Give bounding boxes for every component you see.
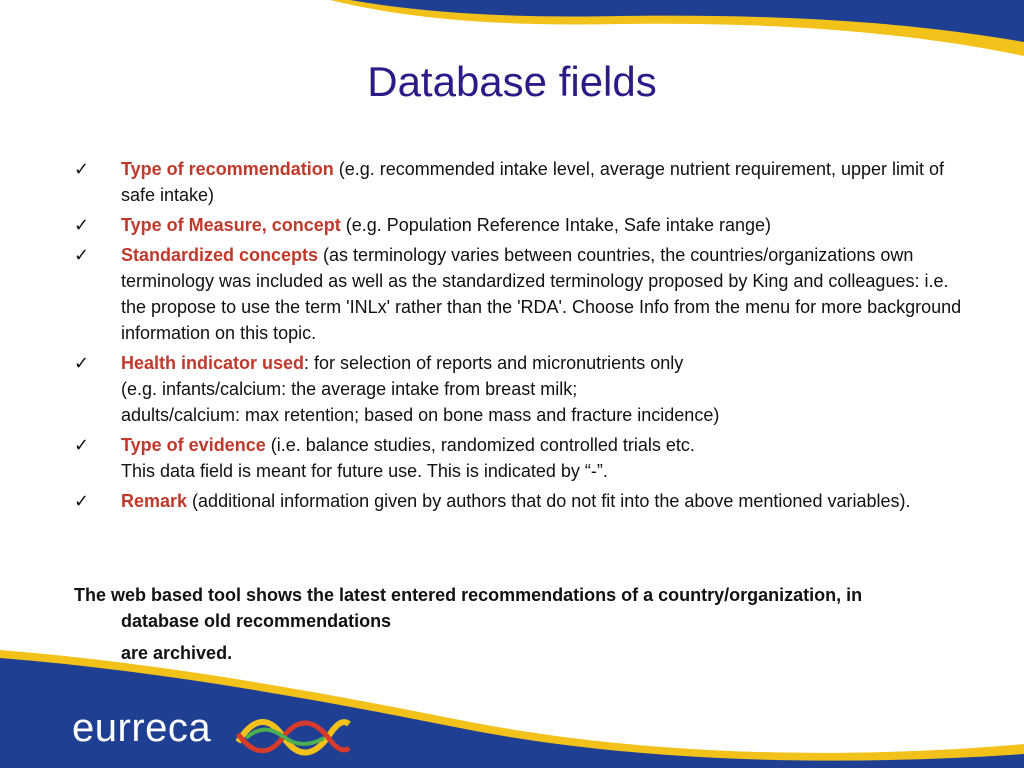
header-decoration bbox=[0, 0, 1024, 60]
list-item: ✓ Type of Measure, concept (e.g. Population Reference Intake, Safe intake range) bbox=[74, 212, 974, 238]
eurreca-logo: eurreca bbox=[72, 706, 212, 750]
check-icon: ✓ bbox=[74, 491, 90, 511]
list-item: ✓ Standardized concepts (as terminology varies between countries, the countries/organizations own terminology was included as well as the standardized terminology proposed by King and colleagues: i.e. the propose to use the term 'INLx' rather than the 'RDA'. Choose Info from the menu for more background information on this topic. bbox=[74, 242, 974, 346]
note-line: database old recommendations bbox=[121, 611, 392, 631]
list-item: ✓ Type of recommendation (e.g. recommended intake level, average nutrient requirement, upper limit of safe intake) bbox=[74, 156, 974, 208]
bullet-list bbox=[74, 156, 974, 518]
note-line: The web based tool shows the latest entered recommendations of a country/organization, in bbox=[74, 585, 863, 605]
slide-title: Database fields bbox=[367, 58, 657, 105]
check-icon: ✓ bbox=[74, 159, 90, 179]
check-icon: ✓ bbox=[74, 435, 90, 455]
list-item: ✓ Health indicator used: for selection of reports and micronutrients only (e.g. infants/calcium: the average intake from breast milk; adults/calcium: max retention; based on bone mass and fracture incidence) bbox=[74, 350, 974, 428]
note-line: are archived. bbox=[121, 643, 233, 663]
check-icon: ✓ bbox=[74, 215, 90, 235]
list-item: ✓ Type of evidence (i.e. balance studies, randomized controlled trials etc. This data field is meant for future use. This is indicated by “-”. bbox=[74, 432, 974, 484]
wave-icon bbox=[236, 712, 351, 760]
check-icon: ✓ bbox=[74, 245, 90, 265]
list-item: ✓ Remark (additional information given by authors that do not fit into the above mentioned variables). bbox=[74, 488, 974, 514]
check-icon: ✓ bbox=[74, 353, 90, 373]
